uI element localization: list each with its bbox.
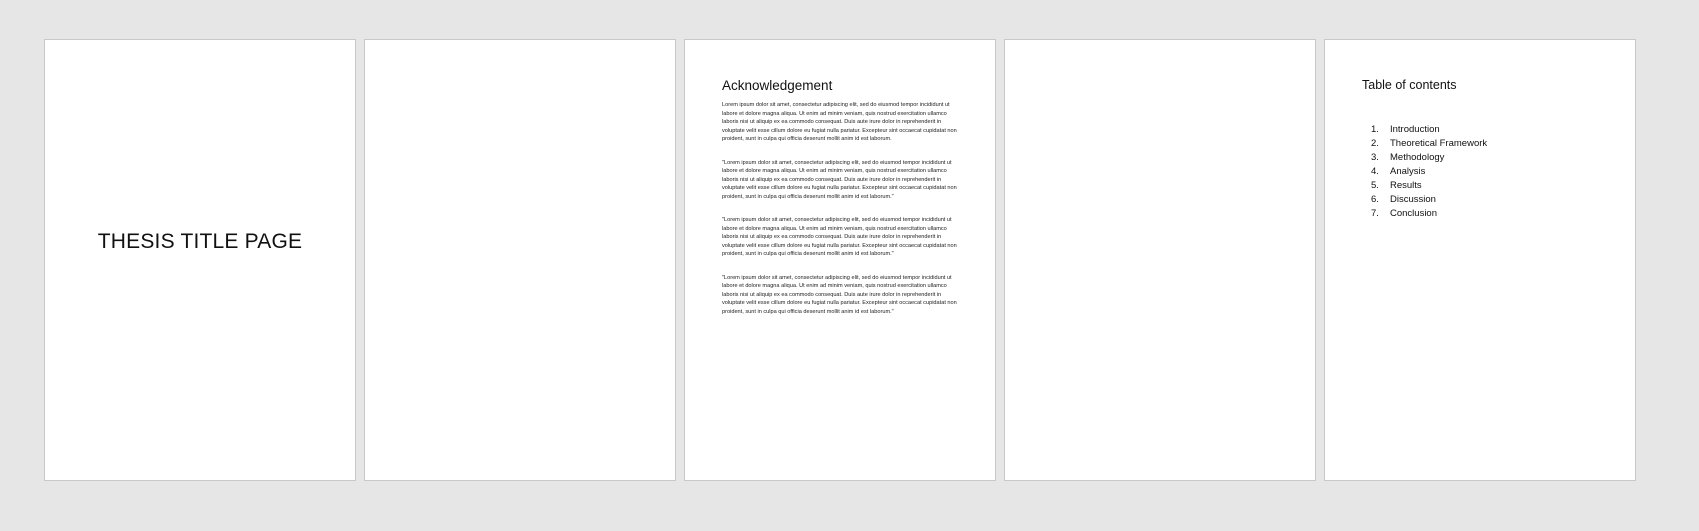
acknowledgement-body [722,101,962,331]
paragraph: "Lorem ipsum dolor sit amet, consectetur adipiscing elit, sed do eiusmod tempor incididunt ut labore et dolore magna aliqua. Ut enim ad minim veniam, quis nostrud exercitation ullamco laboris nisi ut aliquip ex ea commodo consequat. Duis aute irure dolor in reprehenderit in voluptate velit esse cillum dolore eu fugiat nulla pariatur. Excepteur sint occaecat cupidatat non proident, sunt in culpa qui officia deserunt mollit anim id est laborum." [722,274,957,315]
toc-number: 4. [1371,166,1379,177]
toc-label: Methodology [1390,152,1445,163]
paragraph: Lorem ipsum dolor sit amet, consectetur adipiscing elit, sed do eiusmod tempor incididunt ut labore et dolore magna aliqua. Ut enim ad minim veniam, quis nostrud exercitation ullamco laboris nisi ut aliquip ex ea commodo consequat. Duis aute irure dolor in reprehenderit in voluptate velit esse cillum dolore eu fugiat nulla pariatur. Excepteur sint occaecat cupidatat non proident, sunt in culpa qui officia deserunt mollit anim id est laborum. [722,102,957,142]
toc-number: 6. [1371,194,1379,205]
toc-label: Results [1390,180,1422,191]
toc-item [1362,193,1487,207]
toc-number: 5. [1371,180,1379,191]
toc-label: Discussion [1390,194,1436,205]
toc-heading: Table of contents [1362,78,1457,92]
toc-item [1362,137,1487,151]
toc-label: Analysis [1390,166,1426,177]
toc-item [1362,123,1487,137]
toc-label: Theoretical Framework [1390,138,1488,149]
paragraph: "Lorem ipsum dolor sit amet, consectetur adipiscing elit, sed do eiusmod tempor incididunt ut labore et dolore magna aliqua. Ut enim ad minim veniam, quis nostrud exercitation ullamco laboris nisi ut aliquip ex ea commodo consequat. Duis aute irure dolor in reprehenderit in voluptate velit esse cillum dolore eu fugiat nulla pariatur. Excepteur sint occaecat cupidatat non proident, sunt in culpa qui officia deserunt mollit anim id est laborum." [722,217,957,257]
toc-item [1362,179,1487,193]
toc-item [1362,165,1487,179]
paragraph: "Lorem ipsum dolor sit amet, consectetur adipiscing elit, sed do eiusmod tempor incididunt ut labore et dolore magna aliqua. Ut enim ad minim veniam, quis nostrud exercitation ullamco laboris nisi ut aliquip ex ea commodo consequat. Duis aute irure dolor in reprehenderit in voluptate velit esse cillum dolore eu fugiat nulla pariatur. Excepteur sint occaecat cupidatat non proident, sunt in culpa qui officia deserunt mollit anim id est laborum." [722,159,957,200]
toc-item [1362,207,1487,221]
acknowledgement-page[interactable] [684,39,996,481]
title-page[interactable] [44,39,356,481]
toc-list [1362,123,1487,221]
toc-number: 1. [1371,124,1379,135]
toc-label: Introduction [1390,124,1440,135]
thesis-title: THESIS TITLE PAGE [97,230,303,253]
toc-number: 3. [1371,152,1379,163]
table-of-contents-page[interactable] [1324,39,1636,481]
toc-number: 7. [1371,208,1379,219]
toc-item [1362,151,1487,165]
toc-number: 2. [1371,138,1379,149]
blank-page[interactable] [1004,39,1316,481]
acknowledgement-heading: Acknowledgement [722,78,833,93]
blank-page[interactable] [364,39,676,481]
toc-label: Conclusion [1390,208,1437,219]
